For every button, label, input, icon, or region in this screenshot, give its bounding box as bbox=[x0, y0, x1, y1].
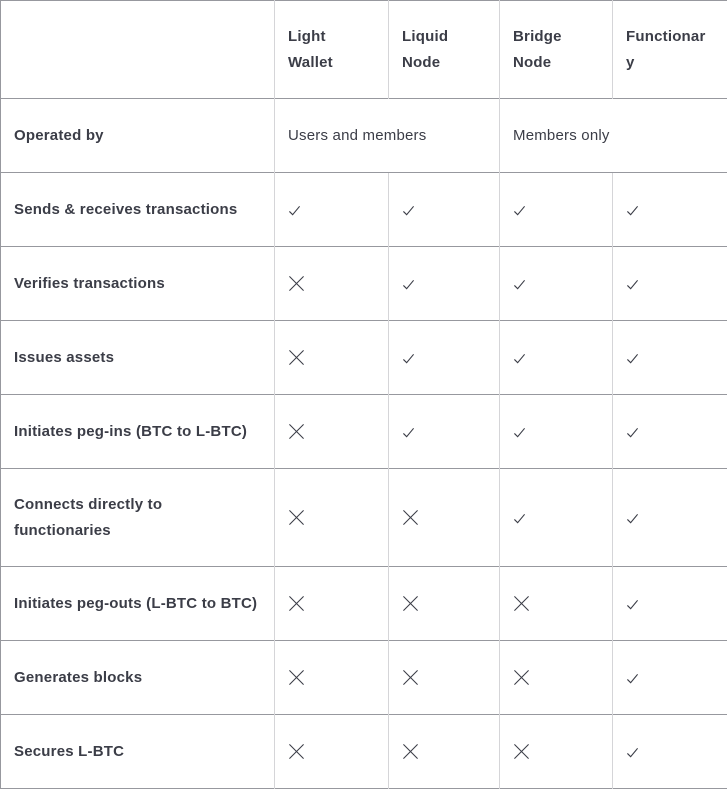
row-label bbox=[1, 567, 275, 641]
header-cell-liquid-node bbox=[389, 1, 500, 99]
cross-icon bbox=[402, 595, 419, 612]
check-icon bbox=[288, 204, 301, 217]
check-icon bbox=[626, 352, 639, 365]
check-icon bbox=[626, 512, 639, 525]
cross-icon bbox=[402, 509, 419, 526]
row-label-text: Generates blocks bbox=[14, 668, 143, 686]
cross-cell bbox=[275, 321, 389, 395]
cross-cell bbox=[500, 715, 613, 789]
row-label-text: Issues assets bbox=[14, 348, 115, 366]
cross-cell bbox=[275, 715, 389, 789]
check-cell bbox=[500, 469, 613, 567]
header-row bbox=[1, 1, 727, 99]
table-row bbox=[1, 321, 727, 395]
header-cell-empty bbox=[1, 1, 275, 99]
check-icon bbox=[626, 426, 639, 439]
cross-cell bbox=[389, 715, 500, 789]
operated-by-value: Members only bbox=[500, 99, 727, 173]
table-row bbox=[1, 641, 727, 715]
cross-icon bbox=[402, 743, 419, 760]
cross-icon bbox=[288, 743, 305, 760]
check-cell bbox=[613, 173, 727, 247]
cross-icon bbox=[288, 275, 305, 292]
row-label-text: Sends & receives transactions bbox=[14, 200, 238, 218]
check-icon bbox=[626, 278, 639, 291]
row-label-text: Verifies transactions bbox=[14, 274, 165, 292]
check-cell bbox=[389, 173, 500, 247]
cross-cell bbox=[389, 641, 500, 715]
cross-icon bbox=[288, 423, 305, 440]
check-cell bbox=[500, 173, 613, 247]
check-cell bbox=[613, 247, 727, 321]
header-label: Liquid Node bbox=[402, 27, 449, 71]
cross-cell bbox=[500, 641, 613, 715]
check-icon bbox=[513, 204, 526, 217]
table-row bbox=[1, 247, 727, 321]
cross-icon bbox=[288, 669, 305, 686]
cross-icon bbox=[402, 669, 419, 686]
cross-cell bbox=[275, 641, 389, 715]
table-row bbox=[1, 567, 727, 641]
cross-cell bbox=[500, 567, 613, 641]
row-label bbox=[1, 99, 275, 173]
header-label: Bridge Node bbox=[513, 27, 562, 71]
header-label: Light Wallet bbox=[288, 27, 333, 71]
check-cell bbox=[613, 469, 727, 567]
check-cell bbox=[613, 395, 727, 469]
row-label bbox=[1, 641, 275, 715]
check-cell bbox=[613, 641, 727, 715]
cross-icon bbox=[288, 349, 305, 366]
row-label bbox=[1, 247, 275, 321]
check-cell bbox=[389, 395, 500, 469]
table-header bbox=[1, 1, 727, 99]
header-label: Functionary bbox=[626, 27, 706, 71]
check-icon bbox=[513, 512, 526, 525]
cross-cell bbox=[275, 395, 389, 469]
cross-cell bbox=[275, 247, 389, 321]
check-icon bbox=[402, 204, 415, 217]
row-label bbox=[1, 321, 275, 395]
cross-icon bbox=[513, 595, 530, 612]
check-cell bbox=[613, 567, 727, 641]
table-row bbox=[1, 395, 727, 469]
check-icon bbox=[402, 426, 415, 439]
check-icon bbox=[626, 204, 639, 217]
check-cell bbox=[389, 247, 500, 321]
cross-cell bbox=[275, 567, 389, 641]
row-label-text: Operated by bbox=[14, 126, 104, 144]
check-cell bbox=[500, 247, 613, 321]
check-icon bbox=[626, 746, 639, 759]
cross-icon bbox=[513, 669, 530, 686]
check-icon bbox=[513, 352, 526, 365]
header-cell-bridge-node bbox=[500, 1, 613, 99]
check-cell bbox=[613, 321, 727, 395]
table-row bbox=[1, 715, 727, 789]
cross-cell bbox=[275, 469, 389, 567]
row-label bbox=[1, 715, 275, 789]
table-row bbox=[1, 469, 727, 567]
row-label-text: Secures L-BTC bbox=[14, 742, 125, 760]
check-cell bbox=[500, 395, 613, 469]
row-label bbox=[1, 395, 275, 469]
check-cell bbox=[613, 715, 727, 789]
check-icon bbox=[513, 426, 526, 439]
header-cell-functionary bbox=[613, 1, 727, 99]
operated-by-value: Users and members bbox=[275, 99, 500, 173]
row-label bbox=[1, 469, 275, 567]
table-body bbox=[1, 99, 727, 789]
cross-icon bbox=[288, 509, 305, 526]
row-label bbox=[1, 173, 275, 247]
check-icon bbox=[513, 278, 526, 291]
cross-cell bbox=[389, 567, 500, 641]
check-icon bbox=[402, 278, 415, 291]
header-cell-light-wallet bbox=[275, 1, 389, 99]
row-label-text: Initiates peg-ins (BTC to L-BTC) bbox=[14, 422, 248, 440]
check-icon bbox=[626, 598, 639, 611]
cross-cell bbox=[389, 469, 500, 567]
check-cell bbox=[275, 173, 389, 247]
check-icon bbox=[626, 672, 639, 685]
cross-icon bbox=[288, 595, 305, 612]
check-icon bbox=[402, 352, 415, 365]
check-cell bbox=[500, 321, 613, 395]
table-row bbox=[1, 99, 727, 173]
row-label-text: Connects directly to functionaries bbox=[14, 495, 163, 539]
check-cell bbox=[389, 321, 500, 395]
cross-icon bbox=[513, 743, 530, 760]
row-label-text: Initiates peg-outs (L-BTC to BTC) bbox=[14, 594, 258, 612]
table-row bbox=[1, 173, 727, 247]
